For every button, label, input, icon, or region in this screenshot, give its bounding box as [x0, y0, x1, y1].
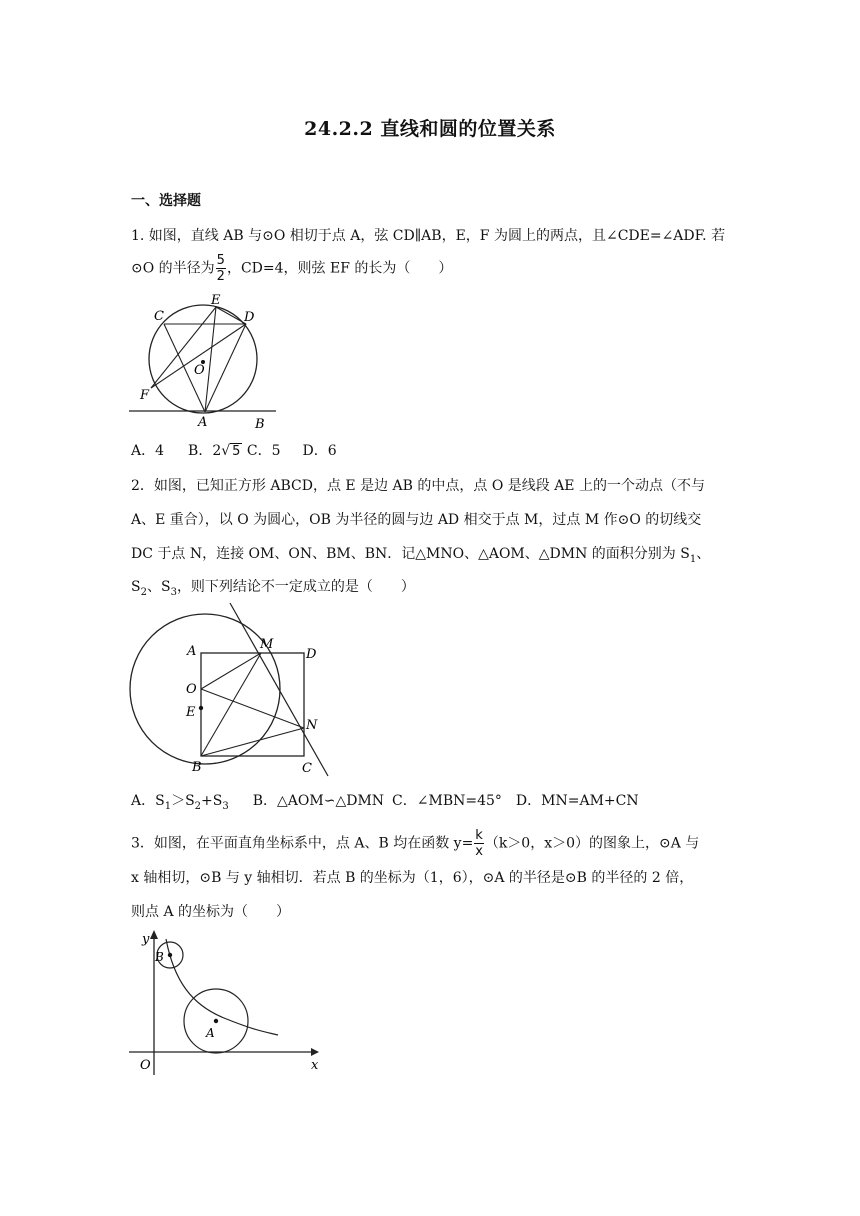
q2-label-e: E	[186, 705, 196, 720]
section-heading: 一、选择题	[131, 193, 201, 209]
q1-label-d: D	[244, 310, 255, 325]
q1-segment-de	[216, 307, 246, 324]
q3-frac-den: x	[475, 844, 483, 859]
q1-label-e: E	[211, 293, 221, 308]
q2-line-3-post: 、	[696, 546, 711, 562]
q2-segment-om	[201, 653, 261, 689]
q2-label-c: C	[302, 761, 312, 776]
q2-line-4-mid: 、S	[146, 579, 171, 595]
q2-line-3-pre: DC 于点 N，连接 OM、ON、BM、BN．记△MNO、△AOM、△DMN 的面积分别为 S	[131, 546, 690, 562]
q3-point-a	[214, 1019, 218, 1023]
q1-label-a: A	[198, 415, 208, 430]
q2-segment-bn	[201, 728, 304, 756]
q2-line-4-post: ，则下列结论不一定成立的是（ ）	[176, 579, 415, 595]
q2-option-a-s1: 1	[164, 800, 172, 812]
q2-segment-bm	[201, 653, 261, 756]
q1-frac-den: 2	[216, 269, 225, 284]
q2-point-e	[199, 706, 203, 710]
q2-options	[131, 790, 639, 812]
q1-option-d: D．6	[302, 443, 337, 459]
q1-figure	[126, 290, 286, 432]
q2-line-4-sub2: 2	[140, 586, 147, 598]
q2-label-m: M	[260, 637, 274, 652]
q3-y-axis-arrow	[150, 930, 158, 939]
q2-line-2: A、E 重合），以 O 为圆心，OB 为半径的圆与边 AD 相交于点 M，过点 M 作⊙O 的切线交	[131, 512, 702, 528]
q2-line-4-sub3: 3	[170, 586, 177, 598]
q1-line-2-pre: ⊙O 的半径为	[131, 260, 215, 277]
q2-circle-o	[130, 614, 280, 764]
q2-label-d: D	[306, 647, 317, 662]
q3-line-1-post: （k＞0，x＞0）的图象上，⊙A 与	[484, 835, 700, 852]
q3-label-x: x	[311, 1058, 319, 1073]
q3-line-1	[131, 829, 699, 858]
q1-option-b: B．2√ 5	[188, 443, 241, 459]
q1-option-a: A．4	[131, 443, 165, 459]
q3-line-2: x 轴相切，⊙B 与 y 轴相切．若点 B 的坐标为（1，6），⊙A 的半径是⊙B 的半径的 2 倍，	[131, 870, 694, 886]
q3-x-axis-arrow	[311, 1048, 319, 1056]
q1-label-b: B	[255, 417, 265, 432]
q2-tangent-mn	[230, 603, 328, 776]
q1-frac-num: 5	[216, 253, 225, 268]
q3-figure	[126, 925, 326, 1077]
q1-label-f: F	[140, 388, 150, 403]
q2-option-a	[131, 793, 229, 812]
q3-line-3: 则点 A 的坐标为（ ）	[131, 904, 291, 920]
q2-line-4-s: S	[131, 579, 141, 595]
q2-label-b: B	[192, 760, 202, 775]
q2-line-1: 2．如图，已知正方形 ABCD，点 E 是边 AB 的中点，点 O 是线段 AE 上的一个动点（不与	[131, 478, 705, 494]
q2-option-a-s2: 2	[194, 800, 202, 812]
q3-point-b	[168, 953, 172, 957]
q1-options	[131, 440, 337, 460]
q1-label-c: C	[154, 309, 164, 324]
q3-frac-num: k	[475, 828, 483, 843]
q3-label-a: A	[206, 1026, 215, 1040]
q2-option-d: D．MN=AM+CN	[515, 793, 639, 809]
q1-segment-ea	[205, 307, 216, 412]
q2-line-3	[131, 543, 710, 565]
q2-label-n: N	[306, 718, 318, 733]
q1-option-b-radicand: 5	[232, 444, 241, 459]
q1-line-1: 1. 如图，直线 AB 与⊙O 相切于点 A，弦 CD∥AB，E，F 为圆上的两点，且∠CDE=∠ADF. 若	[131, 228, 726, 244]
q3-label-y: y	[142, 932, 150, 947]
q2-figure	[126, 598, 336, 780]
q3-label-b: B	[155, 950, 164, 964]
q2-line-3-sub: 1	[689, 553, 697, 565]
q3-label-o: O	[140, 1058, 151, 1073]
q2-label-o: O	[186, 682, 197, 697]
q2-option-a-2: ＞S	[171, 793, 195, 809]
page-title: 24.2.2 直线和圆的位置关系	[304, 118, 556, 140]
q2-line-4	[131, 576, 415, 598]
q1-line-2-post: ，CD=4，则弦 EF 的长为（ ）	[226, 260, 453, 277]
q1-segment-df	[151, 324, 246, 388]
q2-option-b: B．△AOM∽△DMN	[252, 793, 385, 809]
q2-segment-on	[201, 689, 304, 728]
q1-line-2	[131, 254, 452, 283]
q1-option-b-pre: B．2	[188, 443, 222, 459]
q1-label-o: O	[194, 363, 205, 378]
q2-label-a: A	[187, 644, 197, 659]
q3-function-fraction	[474, 829, 484, 858]
q2-option-c: C．∠MBN=45°	[392, 793, 502, 809]
q1-option-c: C．5	[246, 443, 281, 459]
q2-option-a-3: +S	[201, 793, 223, 809]
q3-line-1-pre: 3．如图，在平面直角坐标系中，点 A、B 均在函数 y=	[131, 835, 474, 852]
q2-option-a-1: A．S	[131, 793, 165, 809]
q2-option-a-s3: 3	[222, 800, 229, 812]
q1-radius-fraction	[216, 254, 226, 283]
